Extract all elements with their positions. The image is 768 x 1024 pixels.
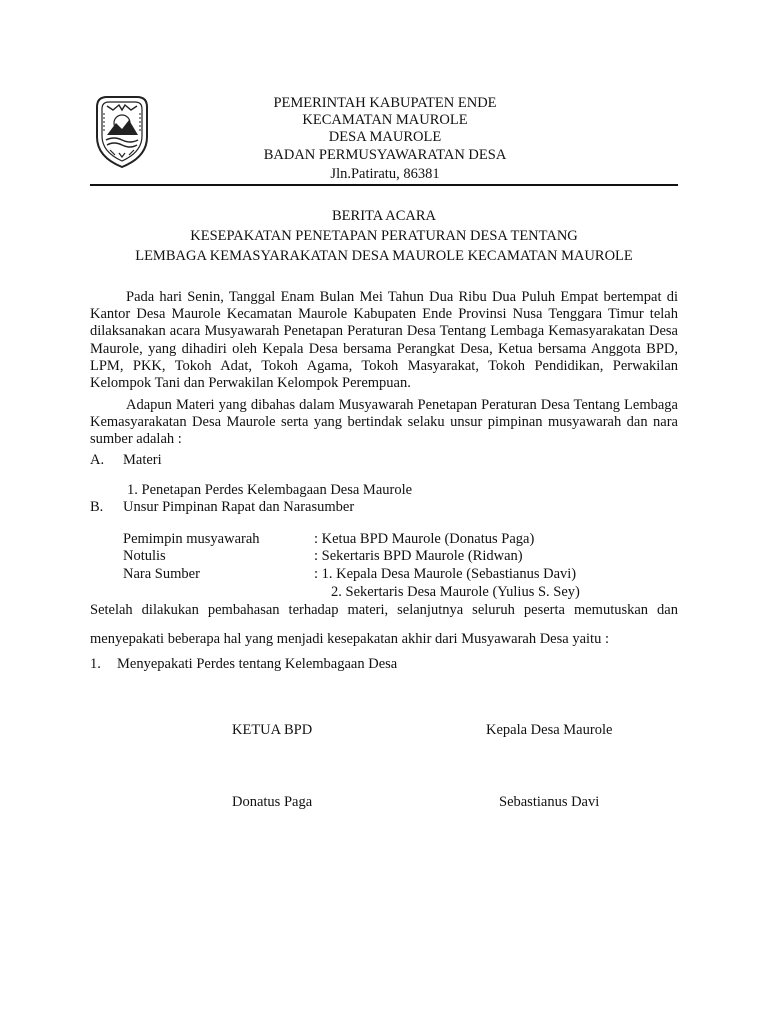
signature-right-name: Sebastianus Davi (499, 794, 600, 810)
letterhead-divider (90, 184, 678, 186)
letterhead-address: Jln.Patiratu, 86381 (330, 166, 440, 182)
letterhead-government: PEMERINTAH KABUPATEN ENDE (273, 95, 497, 111)
role-label: Pemimpin musyawarah (123, 531, 260, 547)
conclusion-line2: menyepakati beberapa hal yang menjadi kesepakatan akhir dari Musyawarah Desa yaitu : (90, 631, 609, 647)
letterhead-district: KECAMATAN MAUROLE (302, 112, 468, 128)
signature-left-name: Donatus Paga (232, 794, 313, 810)
document-subtitle-line2: LEMBAGA KEMASYARAKATAN DESA MAUROLE KECAMATAN MAUROLE (135, 248, 633, 264)
section-b-marker: B. (90, 499, 104, 515)
signature-left-title: KETUA BPD (232, 722, 313, 738)
signature-right-title: Kepala Desa Maurole (486, 722, 613, 738)
opening-paragraph: Pada hari Senin, Tanggal Enam Bulan Mei Tahun Dua Ribu Dua Puluh Empat bertempat di Kantor Desa Maurole Kecamatan Maurole Kabupaten Ende Provinsi Nusa Tenggara Timur telah dilaksanakan acara Musyawarah Penetapan Peraturan Desa Tentang Lembaga Kemasyarakatan Desa Maurole, yang dihadiri oleh Kepala Desa bersama Perangkat Desa, Ketua bersama Anggota BPD, LPM, PKK, Tokoh Adat, Tokoh Agama, Tokoh Masyarakat, Tokoh Pendidikan, Perwakilan Kelompok Tani dan Perwakilan Kelompok Perempuan. (90, 289, 678, 392)
document-subtitle-line1: KESEPAKATAN PENETAPAN PERATURAN DESA TENTANG (190, 228, 578, 244)
section-a-item: 1. Penetapan Perdes Kelembagaan Desa Maurole (127, 482, 413, 498)
section-b-label: Unsur Pimpinan Rapat dan Narasumber (123, 499, 355, 515)
role-value: : Sekertaris BPD Maurole (Ridwan) (314, 548, 523, 564)
role-value-extra: 2. Sekertaris Desa Maurole (Yulius S. Sey) (331, 584, 580, 600)
section-a-label: Materi (123, 452, 162, 468)
role-value: : Ketua BPD Maurole (Donatus Paga) (314, 531, 535, 547)
role-label: Nara Sumber (123, 566, 200, 582)
letterhead-village: DESA MAUROLE (328, 129, 442, 145)
letterhead-council: BADAN PERMUSYAWARATAN DESA (263, 147, 507, 163)
document-title: BERITA ACARA (332, 208, 436, 224)
materials-paragraph: Adapun Materi yang dibahas dalam Musyawarah Penetapan Peraturan Desa Tentang Lembaga Kemasyarakatan Desa Maurole serta yang bertindak selaku unsur pimpinan musyawarah dan nara sumber adalah : (90, 397, 678, 448)
section-a-marker: A. (90, 452, 105, 468)
agreement-item: Menyepakati Perdes tentang Kelembagaan Desa (117, 656, 398, 672)
role-value: : 1. Kepala Desa Maurole (Sebastianus Davi) (314, 566, 577, 582)
agreement-marker: 1. (90, 656, 101, 672)
role-label: Notulis (123, 548, 166, 564)
regency-coat-of-arms-logo (93, 93, 151, 171)
conclusion-line1: Setelah dilakukan pembahasan terhadap materi, selanjutnya seluruh peserta memutuskan dan (90, 602, 678, 618)
